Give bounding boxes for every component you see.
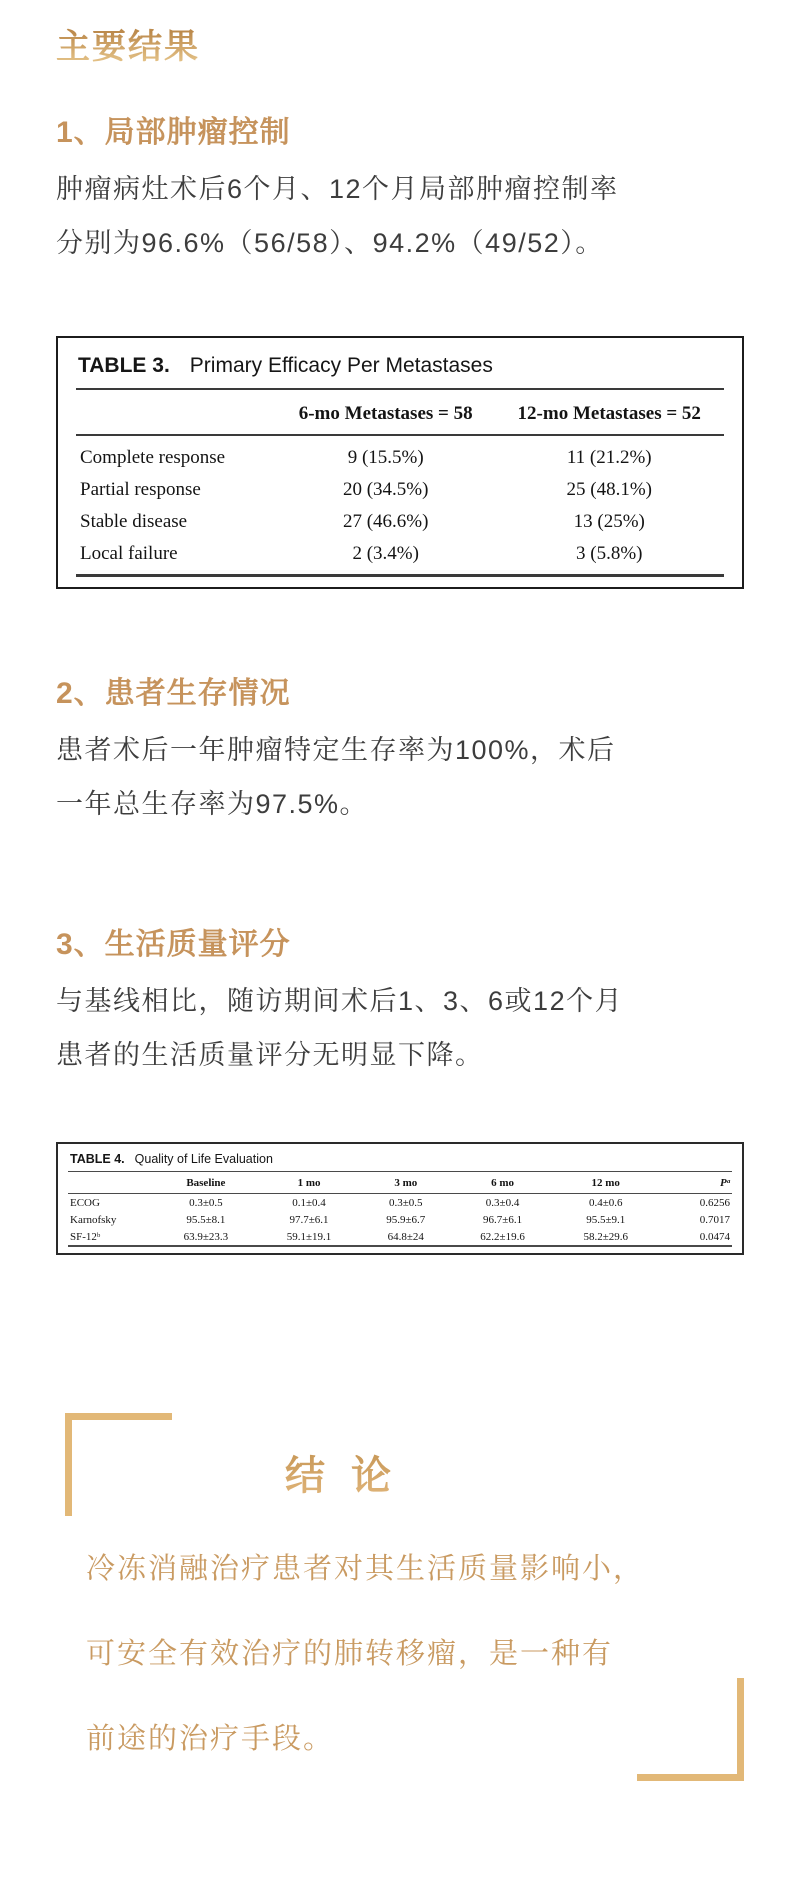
table4-header [68, 1172, 732, 1194]
table-row [68, 1228, 732, 1246]
table-cell: 11 (21.2%) [566, 447, 652, 468]
body-line: 患者的生活质量评分无明显下降。 [56, 1040, 484, 1070]
table-cell: 27 (46.6%) [342, 511, 429, 532]
corner-bracket-bottom-right [637, 1678, 744, 1781]
body-line: 患者术后一年肿瘤特定生存率为100%，术后 [56, 735, 616, 765]
table-cell: 96.7±6.1 [483, 1213, 523, 1226]
table-cell: 0.3±0.5 [189, 1196, 223, 1209]
table-cell: 20 (34.5%) [342, 479, 429, 500]
table-header-row [76, 390, 724, 435]
table-row [76, 538, 724, 576]
table-cell: 0.0474 [699, 1230, 730, 1243]
table-cell: 59.1±19.1 [286, 1230, 332, 1243]
table-cell: Local failure [80, 543, 178, 564]
table-header-cell [76, 390, 277, 435]
table-header-cell: 3 mo [361, 1172, 451, 1194]
table-header-row [68, 1172, 732, 1194]
table-cell: 0.1±0.4 [292, 1196, 326, 1209]
table-cell: 62.2±19.6 [480, 1230, 525, 1243]
table3-label: TABLE 3. [78, 354, 170, 377]
body-line: 一年总生存率为97.5%。 [56, 789, 369, 819]
body-line: 分别为96.6%（56/58）、94.2%（49/52）。 [56, 228, 604, 258]
table-cell: 2 (3.4%) [352, 543, 419, 564]
conclusion-line: 可安全有效治疗的肺转移瘤，是一种有 [86, 1638, 614, 1670]
table-cell: SF-12ᵇ [70, 1230, 101, 1243]
table-cell: Karnofsky [70, 1213, 117, 1226]
table-cell: 25 (48.1%) [566, 479, 652, 500]
table3-grid [76, 390, 724, 577]
table-cell: 13 (25%) [573, 511, 645, 532]
table-header-cell: Pᵃ [657, 1172, 732, 1194]
table-header-cell: 6 mo [451, 1172, 554, 1194]
table-cell: 64.8±24 [387, 1230, 424, 1243]
table-cell: ECOG [70, 1196, 100, 1209]
section-local-tumor-control [56, 114, 744, 589]
table-cell: 58.2±29.6 [583, 1230, 628, 1243]
table-cell: 95.9±6.7 [386, 1213, 426, 1226]
page-title: 主要结果 [56, 28, 744, 68]
section-2-heading: 2、患者生存情况 [56, 677, 291, 710]
section-3-heading: 3、生活质量评分 [56, 928, 291, 961]
body-line: 与基线相比，随访期间术后1、3、6或12个月 [56, 986, 624, 1016]
table3-title: Primary Efficacy Per Metastases [189, 354, 493, 377]
section-patient-survival [56, 675, 744, 831]
table4-label: TABLE 4. [70, 1152, 125, 1166]
table-cell: 97.7±6.1 [289, 1213, 329, 1226]
table3-caption [76, 350, 724, 390]
section-2-body [56, 723, 744, 831]
table-cell: 0.7017 [699, 1213, 730, 1226]
table-header-cell: 1 mo [257, 1172, 360, 1194]
table-cell: 63.9±23.3 [183, 1230, 229, 1243]
corner-bracket-top-left [65, 1413, 172, 1516]
conclusion-line: 前途的治疗手段。 [86, 1723, 335, 1755]
table-row [76, 506, 724, 538]
section-3-body [56, 974, 744, 1082]
table3-body [76, 435, 724, 576]
table4-body [68, 1194, 732, 1247]
table-row [68, 1211, 732, 1228]
conclusion-title: 结 论 [72, 1413, 612, 1499]
section-quality-of-life [56, 926, 744, 1255]
table-cell: 95.5±8.1 [186, 1213, 226, 1226]
table-header-cell: 12-mo Metastases = 52 [494, 390, 724, 435]
table4-quality-of-life [56, 1142, 744, 1255]
table-cell: 0.4±0.6 [588, 1196, 623, 1209]
table-cell: 0.3±0.5 [389, 1196, 423, 1209]
conclusion-block [56, 1413, 744, 1781]
table4-caption [68, 1150, 732, 1172]
conclusion-line: 冷冻消融治疗患者对其生活质量影响小， [86, 1553, 645, 1585]
section-1-heading: 1、局部肿瘤控制 [56, 116, 291, 149]
section-1-body [56, 162, 744, 270]
table-cell: Stable disease [80, 511, 188, 532]
table-cell: 0.6256 [699, 1196, 730, 1209]
table-cell: Partial response [80, 479, 201, 500]
table-header-cell: 12 mo [554, 1172, 657, 1194]
table-row [76, 435, 724, 474]
table-cell: 95.5±9.1 [586, 1213, 626, 1226]
table-row [76, 474, 724, 506]
table-row [68, 1194, 732, 1212]
table-cell: 0.3±0.4 [485, 1196, 520, 1209]
table3-header [76, 390, 724, 435]
table-header-cell: Baseline [154, 1172, 257, 1194]
table3-primary-efficacy [56, 336, 744, 589]
table4-grid [68, 1172, 732, 1247]
table4-title: Quality of Life Evaluation [134, 1152, 273, 1166]
table-cell: 9 (15.5%) [347, 447, 424, 468]
body-line: 肿瘤病灶术后6个月、12个月局部肿瘤控制率 [56, 174, 619, 204]
table-header-cell: 6-mo Metastases = 58 [277, 390, 495, 435]
table-cell: 3 (5.8%) [576, 543, 643, 564]
table-cell: Complete response [80, 447, 226, 468]
table-header-cell [68, 1172, 154, 1194]
